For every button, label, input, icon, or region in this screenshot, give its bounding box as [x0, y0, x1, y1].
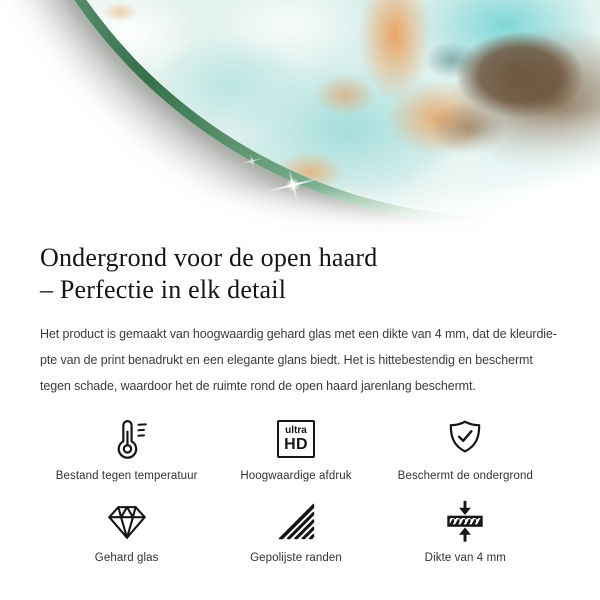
feature-label: Beschermt de ondergrond [397, 470, 533, 482]
polished-edges-icon [274, 498, 318, 544]
feature-polished-edges [211, 498, 380, 564]
feature-protection [381, 416, 550, 482]
shield-check-icon [443, 416, 487, 462]
features-grid [40, 416, 560, 564]
thickness-4mm-icon [443, 498, 487, 544]
ultra-hd-icon [277, 416, 315, 462]
page-title [40, 242, 560, 306]
feature-temperature [42, 416, 211, 482]
thermometer-icon [105, 416, 149, 462]
feature-tempered-glass [42, 498, 211, 564]
feature-print-quality [211, 416, 380, 482]
glass-panel-edge [0, 0, 600, 227]
title-line-2: – Perfectie in elk detail [40, 275, 287, 304]
content-section [0, 232, 600, 564]
feature-thickness [381, 498, 550, 564]
feature-label: Gepolijste randen [250, 552, 342, 564]
description-line-1: Het product is gemaakt van hoogwaardig gehard glas met een dikte van 4 mm, dat de kleurdie- [40, 327, 557, 341]
description-line-3: tegen schade, waardoor het de ruimte rond de open haard jarenlang beschermt. [40, 379, 476, 393]
feature-label: Gehard glas [94, 552, 159, 564]
title-line-1: Ondergrond voor de open haard [40, 243, 378, 272]
feature-label: Bestand tegen temperatuur [55, 470, 198, 482]
feature-label: Hoogwaardige afdruk [240, 470, 352, 482]
feature-label: Dikte van 4 mm [424, 552, 506, 564]
description-line-2: pte van de print benadrukt en een elegante glans biedt. Het is hittebestendig en beschermt [40, 353, 533, 367]
hero-product-image [0, 0, 600, 232]
product-description [40, 321, 560, 399]
ultra-hd-text-bottom: HD [284, 435, 308, 453]
diamond-icon [104, 498, 150, 544]
ultra-hd-text-top: ultra [285, 424, 307, 436]
